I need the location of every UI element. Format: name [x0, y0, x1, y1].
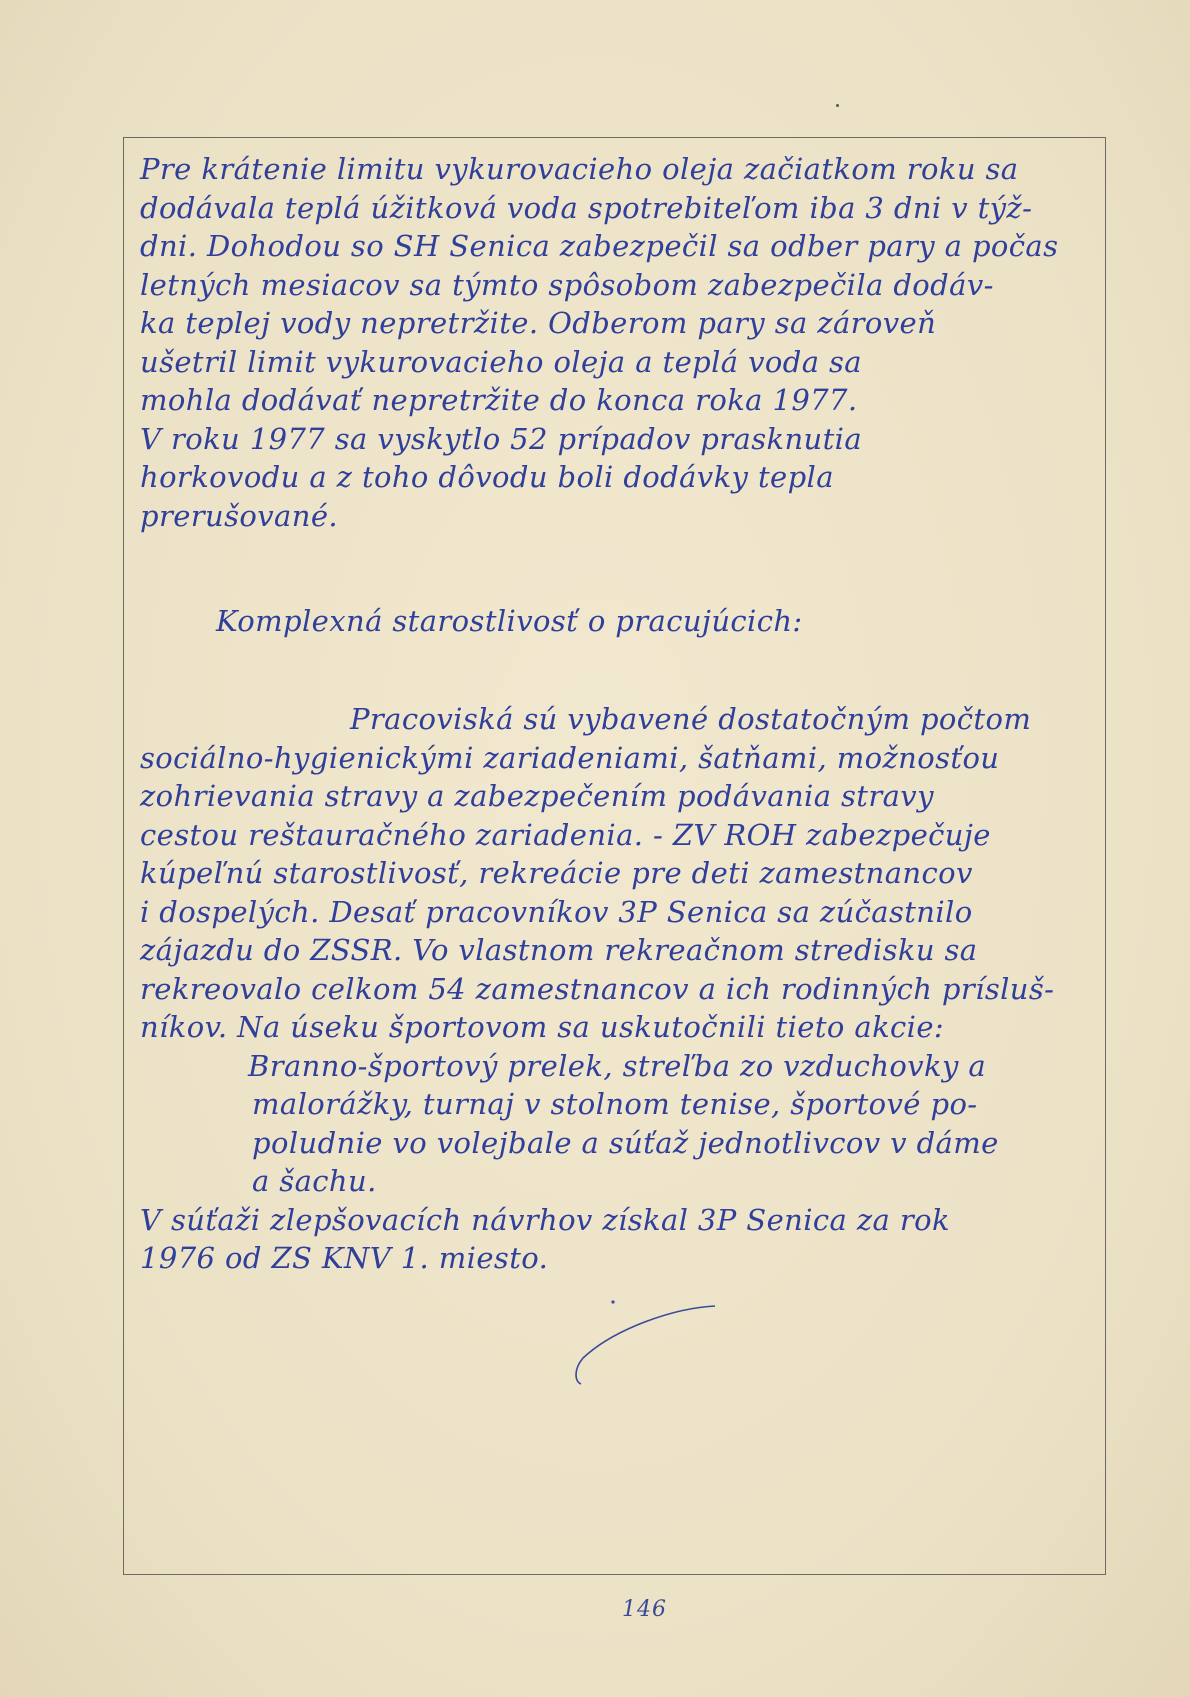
- signature-mark: [575, 1298, 715, 1388]
- list-line: Branno-športový prelek, streľba zo vzduchovky a: [248, 1048, 987, 1083]
- text-line: mohla dodávať nepretržite do konca roka 1977.: [140, 383, 858, 417]
- list-line: a šachu.: [252, 1164, 377, 1198]
- paragraph-heating: [140, 150, 1100, 535]
- text-line: dodávala teplá úžitková voda spotrebiteľom iba 3 dni v týž-: [140, 190, 1033, 225]
- text-line: i dospelých. Desať pracovníkov 3P Senica sa zúčastnilo: [140, 894, 973, 929]
- text-line: kúpeľnú starostlivosť, rekreácie pre deti zamestnancov: [140, 856, 973, 890]
- page-number: 146: [622, 1597, 667, 1622]
- text-line: prerušované.: [140, 498, 339, 533]
- text-line: cestou reštauračného zariadenia. - ZV ROH zabezpečuje: [140, 817, 991, 852]
- text-line: zohrievania stravy a zabezpečením podávania stravy: [140, 779, 934, 813]
- text-line: V súťaži zlepšovacích návrhov získal 3P Senica za rok: [140, 1202, 950, 1237]
- section-heading: Komplexná starostlivosť o pracujúcich:: [216, 604, 803, 638]
- text-line: ušetril limit vykurovacieho oleja a teplá voda sa: [140, 344, 863, 379]
- list-line: poludnie vo volejbale a súťaž jednotlivcov v dáme: [252, 1125, 999, 1160]
- ink-dot: [836, 104, 839, 107]
- text-line: 1976 od ZS KNV 1. miesto.: [140, 1241, 549, 1275]
- text-line: Pre krátenie limitu vykurovacieho oleja začiatkom roku sa: [140, 152, 1019, 186]
- text-line: Pracoviská sú vybavené dostatočným počtom: [350, 702, 1032, 736]
- text-line: sociálno-hygienickými zariadeniami, šatňami, možnosťou: [140, 740, 1000, 775]
- list-line: malorážky, turnaj v stolnom tenise, športové po-: [252, 1087, 978, 1121]
- text-line: dni. Dohodou so SH Senica zabezpečil sa odber pary a počas: [140, 229, 1059, 263]
- text-line: letných mesiacov sa týmto spôsobom zabezpečila dodáv-: [140, 267, 994, 302]
- paragraph-care: [140, 700, 1100, 1278]
- text-line: rekreovalo celkom 54 zamestnancov a ich rodinných prísluš-: [140, 971, 1055, 1006]
- text-line: ka teplej vody nepretržite. Odberom pary sa zároveň: [140, 306, 937, 340]
- text-line: V roku 1977 sa vyskytlo 52 prípadov prasknutia: [140, 421, 863, 456]
- text-line: horkovodu a z toho dôvodu boli dodávky tepla: [140, 460, 834, 494]
- text-line: zájazdu do ZSSR. Vo vlastnom rekreačnom stredisku sa: [140, 933, 978, 967]
- text-line: níkov. Na úseku športovom sa uskutočnili tieto akcie:: [140, 1010, 945, 1044]
